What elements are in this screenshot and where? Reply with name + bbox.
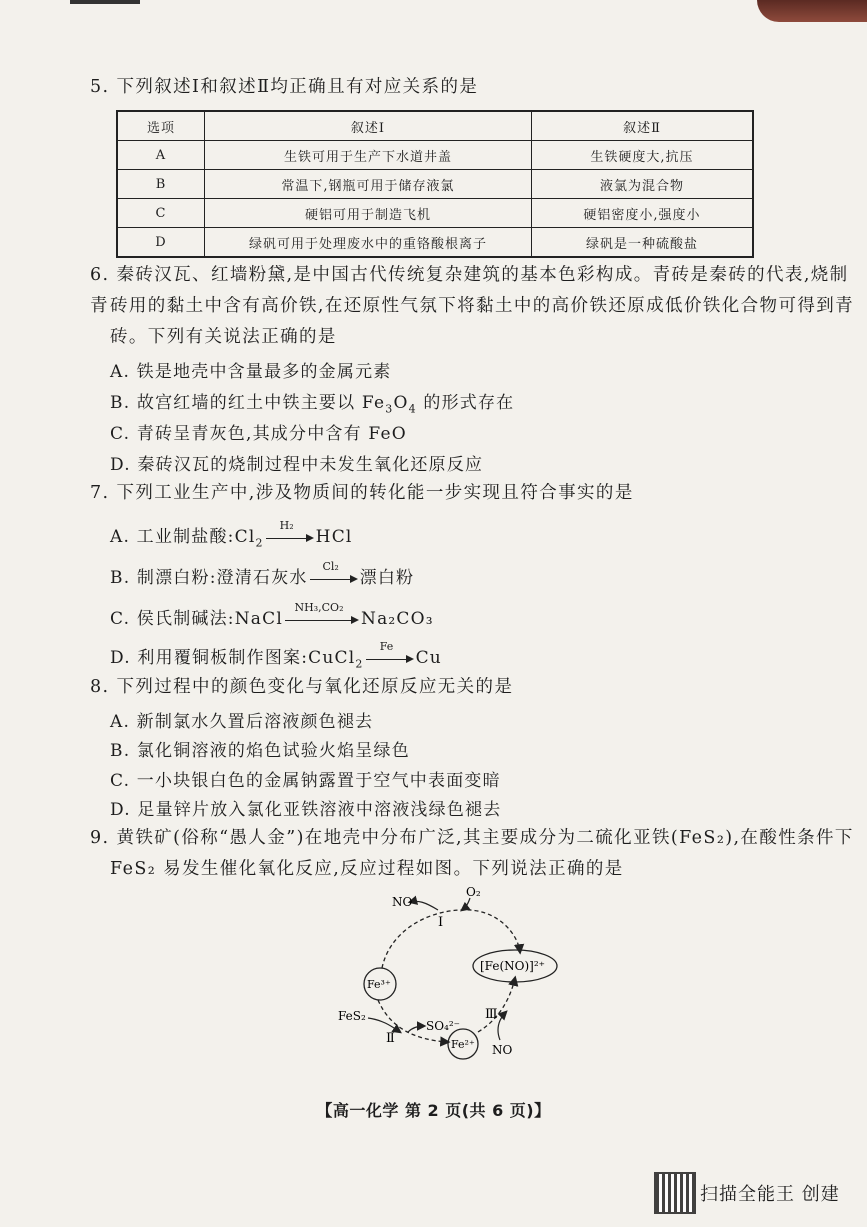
text-segment: Cu [415, 648, 442, 668]
table-cell: 生铁硬度大,抗压 [532, 141, 754, 170]
label-no-top: NO [392, 895, 413, 909]
q7-stem: 7. 下列工业生产中,涉及物质间的转化能一步实现且符合事实的是 [90, 483, 634, 503]
text-segment: B. 制漂白粉:澄清石灰水 [110, 568, 308, 588]
no-in-arrow [498, 1012, 506, 1040]
table-cell: 常温下,钢瓶可用于储存液氯 [205, 170, 532, 199]
label-no-bottom: NO [492, 1043, 513, 1057]
label-fe2: Fe²⁺ [451, 1038, 475, 1051]
reaction-arrow [310, 559, 358, 586]
subscript: 3 [385, 402, 394, 416]
no-out-arrow [410, 901, 438, 910]
table-cell: 生铁可用于生产下水道井盖 [205, 141, 532, 170]
q7-option-b [110, 559, 415, 588]
arrow-label: Fe [379, 639, 394, 653]
arrow-label: Cl₂ [322, 559, 339, 573]
table-cell: A [117, 141, 205, 170]
table-cell: 液氯为混合物 [532, 170, 754, 199]
table-cell: C [117, 199, 205, 228]
q8-stem: 8. 下列过程中的颜色变化与氧化还原反应无关的是 [90, 677, 514, 697]
text-segment: C. 侯氏制碱法:NaCl [110, 609, 283, 629]
q9-line2: FeS₂ 易发生催化氧化反应,反应过程如图。下列说法正确的是 [110, 859, 624, 879]
label-o2: O₂ [466, 885, 481, 899]
arrow-label: H₂ [279, 518, 294, 532]
q6-option-b [110, 388, 514, 415]
page-footer: 【高一化学 第 2 页(共 6 页)】 [316, 1101, 551, 1120]
q6-option-a: A. 铁是地壳中含量最多的金属元素 [110, 362, 392, 382]
table-cell: D [117, 228, 205, 258]
cycle-arc-bottom-right [478, 978, 515, 1032]
label-fe3: Fe³⁺ [367, 978, 391, 991]
table-row [117, 228, 753, 258]
label-complex: [Fe(NO)]²⁺ [480, 959, 545, 973]
q7-option-d [110, 639, 442, 671]
text-segment: D. 利用覆铜板制作图案:CuCl [110, 648, 356, 668]
scan-corner-shadow [757, 0, 867, 22]
table-header-cell: 叙述Ⅱ [532, 111, 754, 141]
fes2-in-arrow [368, 1018, 400, 1032]
q7-option-a [110, 518, 353, 550]
scanner-text: 扫描全能王 创建 [700, 1184, 840, 1205]
subscript: 2 [255, 536, 264, 550]
label-step-3: Ⅲ [485, 1007, 498, 1022]
table-cell: 绿矾是一种硫酸盐 [532, 228, 754, 258]
q8-option-a: A. 新制氯水久置后溶液颜色褪去 [110, 712, 374, 732]
arrow-label: NH₃,CO₂ [294, 600, 344, 614]
q6-line3: 砖。下列有关说法正确的是 [110, 327, 337, 347]
table-header-row [117, 111, 753, 141]
table-row [117, 141, 753, 170]
text-segment: 漂白粉 [359, 568, 415, 588]
table-row [117, 170, 753, 199]
table-cell: 硬铝密度小,强度小 [532, 199, 754, 228]
subscript: 2 [355, 657, 364, 671]
reaction-arrow [285, 600, 359, 627]
q6-line2: 砖用的黏土中含有高价铁,在还原性气氛下将黏土中的高价铁还原成低价铁化合物可得到青 [110, 296, 855, 316]
reaction-arrow [266, 518, 314, 545]
subscript: 4 [408, 402, 417, 416]
q5-stem: 5. 下列叙述Ⅰ和叙述Ⅱ均正确且有对应关系的是 [90, 77, 479, 97]
reaction-cycle-diagram [320, 880, 580, 1065]
q8-option-d: D. 足量锌片放入氯化亚铁溶液中溶液浅绿色褪去 [110, 800, 502, 820]
qr-code-icon [654, 1172, 696, 1214]
table-cell: 绿矾可用于处理废水中的重铬酸根离子 [205, 228, 532, 258]
label-so4: SO₄²⁻ [426, 1019, 461, 1033]
so4-out-arrow [408, 1026, 424, 1032]
q5-table [116, 110, 754, 258]
text-segment: B. 故宫红墙的红土中铁主要以 Fe [110, 393, 386, 413]
q9-line1: 9. 黄铁矿(俗称“愚人金”)在地壳中分布广泛,其主要成分为二硫化亚铁(FeS₂),在酸性条件下 [90, 828, 854, 848]
scan-edge-mark [70, 0, 140, 4]
table-row [117, 199, 753, 228]
text-segment: HCl [315, 527, 353, 547]
text-segment: O [393, 393, 409, 413]
o2-in-arrow [462, 898, 470, 910]
table-header-cell: 选项 [117, 111, 205, 141]
table-cell: B [117, 170, 205, 199]
q6-option-d: D. 秦砖汉瓦的烧制过程中未发生氧化还原反应 [110, 455, 484, 475]
table-cell: 硬铝可用于制造飞机 [205, 199, 532, 228]
scanner-watermark [650, 1168, 860, 1218]
text-segment: Na₂CO₃ [361, 609, 434, 629]
label-fes2: FeS₂ [338, 1009, 366, 1023]
q7-option-c [110, 600, 434, 629]
table-header-cell: 叙述Ⅰ [205, 111, 532, 141]
q8-option-c: C. 一小块银白色的金属钠露置于空气中表面变暗 [110, 771, 501, 791]
text-segment: A. 工业制盐酸:Cl [110, 527, 256, 547]
q8-option-b: B. 氯化铜溶液的焰色试验火焰呈绿色 [110, 741, 410, 761]
q6-option-c: C. 青砖呈青灰色,其成分中含有 FeO [110, 424, 407, 444]
text-segment: 的形式存在 [416, 393, 515, 413]
q6-line1: 6. 秦砖汉瓦、红墙粉黛,是中国古代传统复杂建筑的基本色彩构成。青砖是秦砖的代表,烧制青 [90, 265, 849, 316]
label-step-2: Ⅱ [386, 1031, 395, 1046]
reaction-arrow [366, 639, 414, 666]
label-step-1: Ⅰ [438, 915, 444, 930]
